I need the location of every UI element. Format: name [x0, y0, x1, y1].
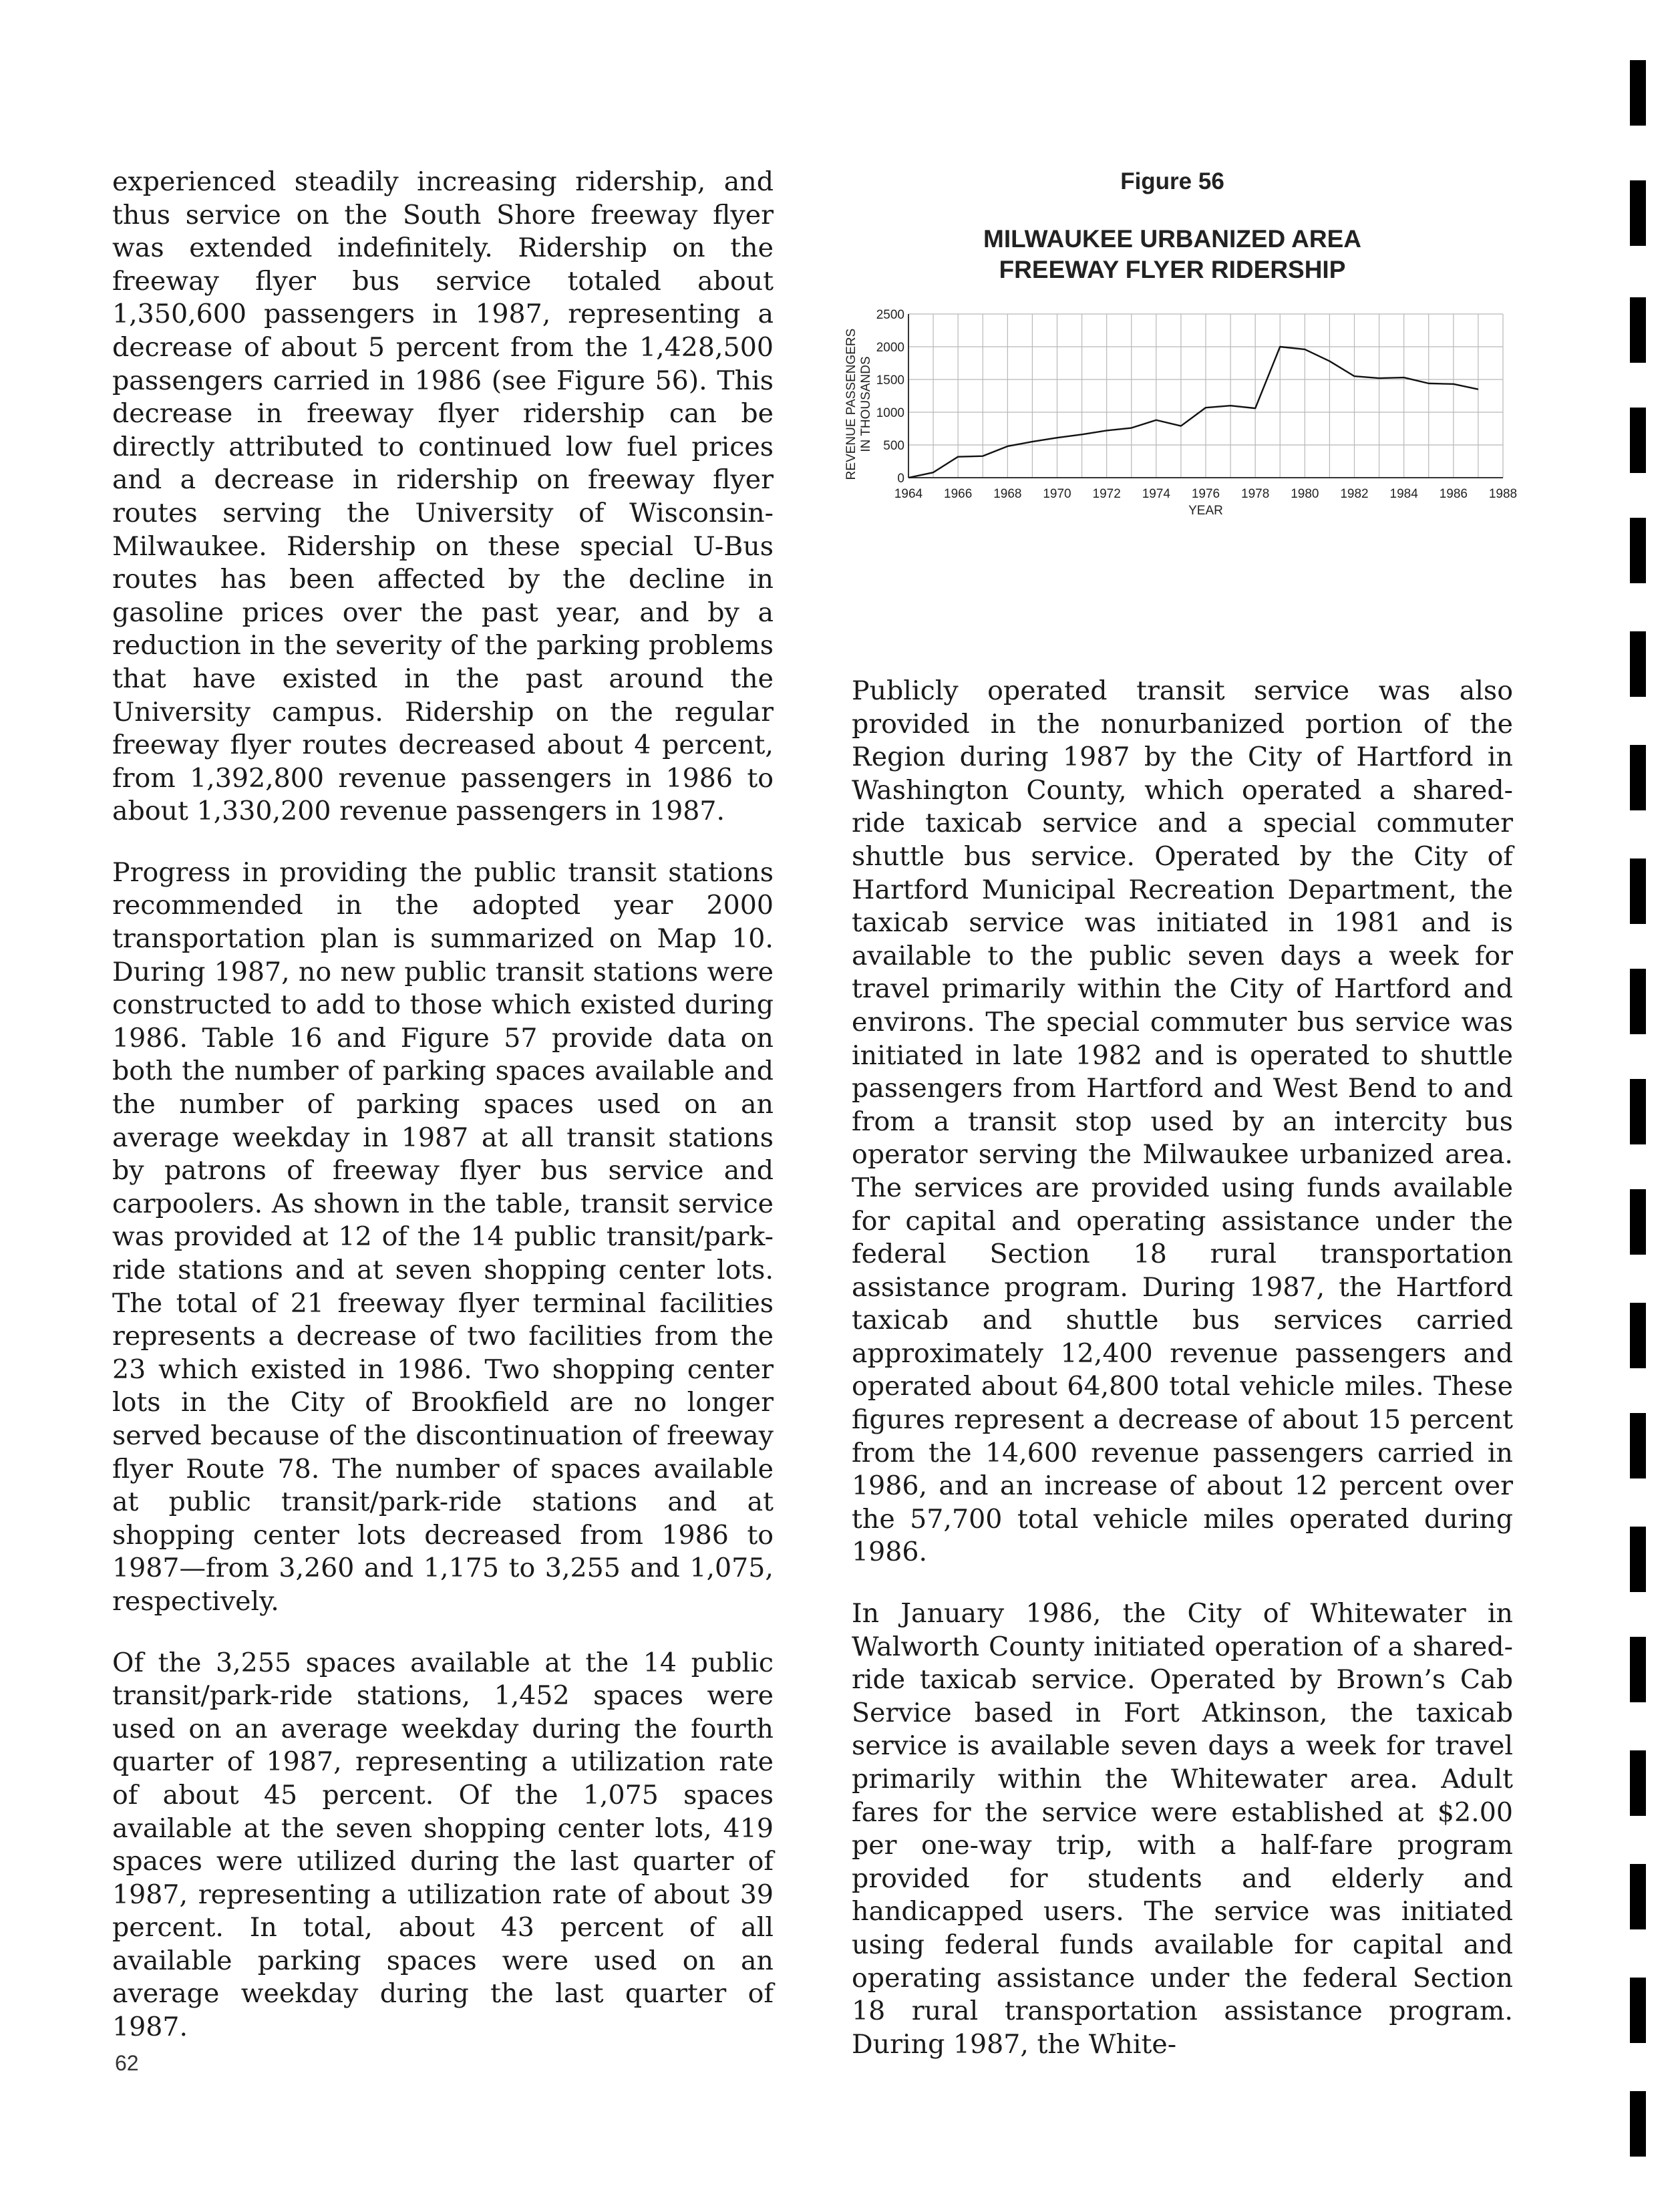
figure-title-line: FREEWAY FLYER RIDERSHIP	[999, 256, 1346, 283]
ridership-line-chart	[835, 294, 1530, 548]
y-tick-label: 500	[883, 439, 904, 453]
paragraph: experienced steadily increasing ridership, and thus service on the South Shore freeway flyer was extended indefinitely. Ridership on the freeway flyer bus service totaled about 1,350,600 passengers in 1987, representing a decrease of about 5 percent from the 1,428,500 passengers carried in 1986 (see Figure 56). This decrease in freeway flyer ridership can be directly attributed to continued low fuel prices and a decrease in ridership on freeway flyer routes serving the University of Wisconsin-Milwaukee. Ridership on these special U-Bus routes has been affected by the decline in gasoline prices over the past year, and by a reduction in the severity of the parking problems that have existed in the past around the University campus. Ridership on the regular freeway flyer routes decreased about 4 percent, from 1,392,800 revenue passengers in 1986 to about 1,330,200 revenue passengers in 1987.	[112, 166, 774, 827]
y-tick-label: 1500	[876, 373, 904, 387]
binding-mark	[1630, 297, 1646, 363]
figure-number: Figure 56	[1120, 168, 1224, 194]
binding-mark	[1630, 745, 1646, 810]
x-axis-label: YEAR	[1188, 504, 1223, 518]
x-tick-label: 1970	[1043, 487, 1071, 501]
binding-mark	[1630, 1527, 1646, 1592]
paragraph: In January 1986, the City of Whitewater in Walworth County initiated operation of a shared-ride taxicab service. Operated by Brown’s Cab Service based in Fort Atkinson, the taxicab service is available seven days a week for travel primarily within the Whitewater area. Adult fares for the service were established at $2.00 per one-way trip, with a half-fare program provided for students and elderly and handicapped users. The service was initiated using federal funds available for capital and operating assistance under the federal Section 18 rural transportation assistance program. During 1987, the White-	[852, 1598, 1513, 2060]
y-tick-label: 2000	[876, 341, 904, 355]
x-tick-label: 1976	[1191, 487, 1220, 501]
x-tick-label: 1980	[1291, 487, 1319, 501]
x-tick-label: 1982	[1340, 487, 1369, 501]
y-tick-label: 1000	[876, 406, 904, 420]
binding-mark	[1630, 969, 1646, 1034]
figure-title-line: MILWAUKEE URBANIZED AREA	[983, 225, 1361, 253]
paragraph: Publicly operated transit service was also provided in the nonurbanized portion of the Region during 1987 by the City of Hartford in Washington County, which operated a shared-ride taxicab service and a special commuter shuttle bus service. Operated by the City of Hartford Municipal Recreation Department, the taxicab service was initiated in 1981 and is available to the public seven days a week for travel primarily within the City of Hartford and environs. The special commuter bus service was initiated in late 1982 and is operated to shuttle passengers from Hartford and West Bend to and from a transit stop used by an intercity bus operator serving the Milwaukee urbanized area. The services are provided using funds available for capital and operating assistance under the federal Section 18 rural transportation assistance program. During 1987, the Hartford taxicab and shuttle bus services carried approximately 12,400 revenue passengers and operated about 64,800 total vehicle miles. These figures represent a decrease of about 15 percent from the 14,600 revenue passengers carried in 1986, and an increase of about 12 percent over the 57,700 total vehicle miles operated during 1986.	[852, 675, 1513, 1568]
binding-mark	[1630, 858, 1646, 924]
binding-mark	[1630, 60, 1646, 126]
x-tick-label: 1964	[894, 487, 923, 501]
binding-mark	[1630, 1413, 1646, 1478]
x-tick-label: 1984	[1389, 487, 1418, 501]
binding-mark	[1630, 1189, 1646, 1255]
x-tick-label: 1986	[1439, 487, 1468, 501]
x-tick-label: 1972	[1092, 487, 1121, 501]
x-tick-label: 1974	[1142, 487, 1170, 501]
y-axis-label: IN THOUSANDS	[859, 356, 873, 452]
binding-mark	[1630, 1303, 1646, 1368]
binding-mark	[1630, 631, 1646, 697]
binding-mark	[1630, 1978, 1646, 2043]
page-number: 62	[115, 2051, 139, 2075]
chart-ticks	[876, 308, 1517, 501]
x-tick-label: 1968	[993, 487, 1022, 501]
x-tick-label: 1978	[1241, 487, 1270, 501]
binding-mark	[1630, 1750, 1646, 1816]
chart-grid	[908, 314, 1503, 478]
x-tick-label: 1988	[1488, 487, 1518, 501]
binding-mark	[1630, 1637, 1646, 1702]
right-column	[852, 675, 1513, 2089]
x-tick-label: 1966	[944, 487, 973, 501]
binding-mark	[1630, 518, 1646, 583]
left-column	[112, 166, 774, 2072]
figure-title	[832, 224, 1513, 285]
paragraph: Of the 3,255 spaces available at the 14 public transit/park-ride stations, 1,452 spaces were used on an average weekday during the fourth quarter of 1987, representing a utilization rate of about 45 percent. Of the 1,075 spaces available at the seven shopping center lots, 419 spaces were utilized during the last quarter of 1987, representing a utilization rate of about 39 percent. In total, about 43 percent of all available parking spaces were used on an average weekday during the last quarter of 1987.	[112, 1647, 774, 2043]
paragraph: Progress in providing the public transit stations recommended in the adopted year 2000 transportation plan is summarized on Map 10. During 1987, no new public transit stations were constructed to add to those which existed during 1986. Table 16 and Figure 57 provide data on both the number of parking spaces available and the number of parking spaces used on an average weekday in 1987 at all transit stations by patrons of freeway flyer bus service and carpoolers. As shown in the table, transit service was provided at 12 of the 14 public transit/park-ride stations and at seven shopping center lots. The total of 21 freeway flyer terminal facilities represents a decrease of two facilities from the 23 which existed in 1986. Two shopping center lots in the City of Brookfield are no longer served because of the discontinuation of freeway flyer Route 78. The number of spaces available at public transit/park-ride stations and at shopping center lots decreased from 1986 to 1987—from 3,260 and 1,175 to 3,255 and 1,075, respectively.	[112, 856, 774, 1617]
y-tick-label: 0	[897, 472, 904, 486]
y-tick-label: 2500	[876, 308, 904, 322]
binding-mark	[1630, 1864, 1646, 1929]
binding-mark	[1630, 1079, 1646, 1144]
binding-mark	[1630, 408, 1646, 473]
binding-mark	[1630, 180, 1646, 246]
y-axis-label: REVENUE PASSENGERS	[844, 328, 858, 480]
binding-mark	[1630, 2091, 1646, 2157]
